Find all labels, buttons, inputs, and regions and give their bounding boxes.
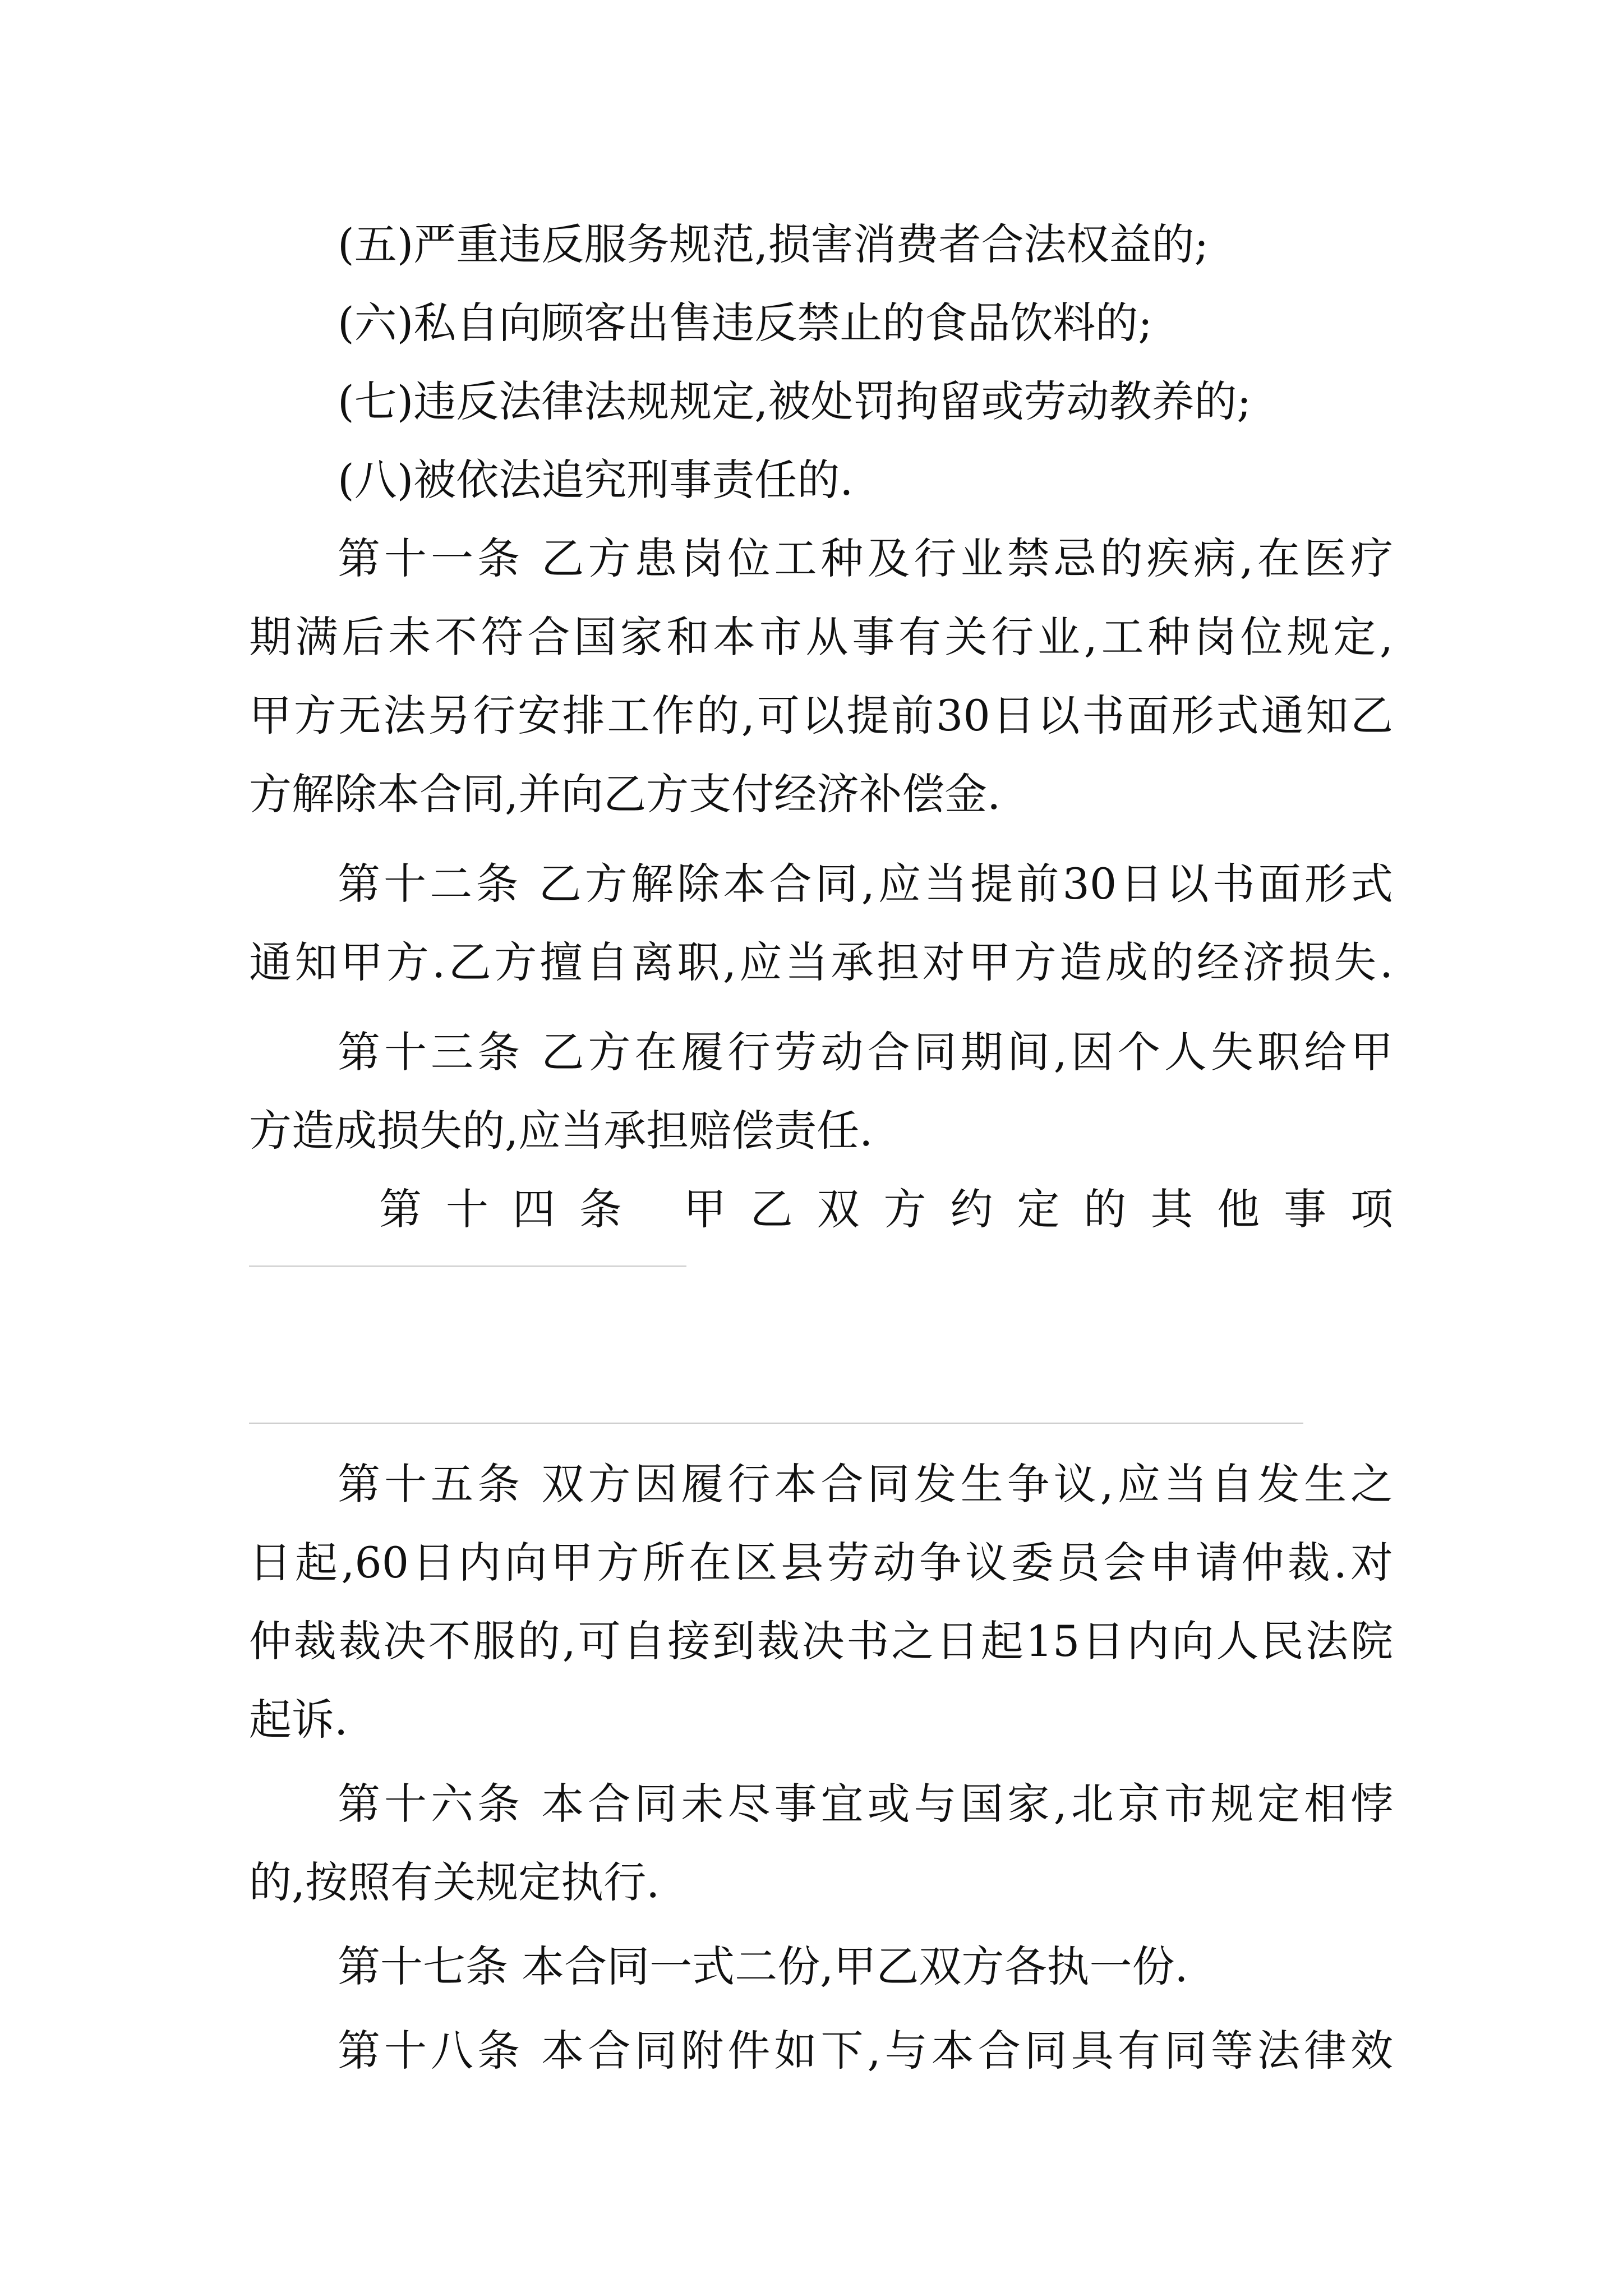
clause-17-line-1: 第十七条 本合同一式二份,甲乙双方各执一份. — [338, 1941, 1188, 1991]
clause-15-line-2: 日起,60日内向甲方所在区县劳动争议委员会申请仲裁.对 — [249, 1538, 1393, 1588]
clause-18-line-1: 第十八条 本合同附件如下,与本合同具有同等法律效 — [338, 2026, 1393, 2076]
clause-11-line-4: 方解除本合同,并向乙方支付经济补偿金. — [249, 769, 1001, 819]
clause-11-line-2: 期满后未不符合国家和本市从事有关行业,工种岗位规定, — [249, 612, 1393, 662]
clause-15-line-1: 第十五条 双方因履行本合同发生争议,应当自发生之 — [338, 1459, 1393, 1509]
clause-15-line-3: 仲裁裁决不服的,可自接到裁决书之日起15日内向人民法院 — [249, 1616, 1393, 1666]
clause-15-line-4: 起诉. — [249, 1695, 348, 1745]
clause-12-line-2: 通知甲方.乙方擅自离职,应当承担对甲方造成的经济损失. — [249, 937, 1393, 987]
blank-fill-line-1 — [249, 1266, 686, 1267]
clause-10-item-6: (六)私自向顾客出售违反禁止的食品饮料的; — [338, 298, 1152, 348]
clause-14-line-1: 第十四条 甲乙双方约定的其他事项 — [379, 1184, 1393, 1234]
clause-16-line-1: 第十六条 本合同未尽事宜或与国家,北京市规定相悖 — [338, 1779, 1393, 1829]
clause-11-line-3: 甲方无法另行安排工作的,可以提前30日以书面形式通知乙 — [249, 691, 1393, 740]
clause-13-line-2: 方造成损失的,应当承担赔偿责任. — [249, 1106, 873, 1156]
clause-12-line-1: 第十二条 乙方解除本合同,应当提前30日以书面形式 — [338, 859, 1393, 909]
clause-13-line-1: 第十三条 乙方在履行劳动合同期间,因个人失职给甲 — [338, 1027, 1393, 1077]
clause-16-line-2: 的,按照有关规定执行. — [249, 1857, 660, 1907]
clause-10-item-8: (八)被依法追究刑事责任的. — [338, 455, 854, 505]
blank-fill-line-2 — [249, 1423, 1303, 1424]
clause-10-item-5: (五)严重违反服务规范,损害消费者合法权益的; — [338, 219, 1209, 269]
clause-10-item-7: (七)违反法律法规规定,被处罚拘留或劳动教养的; — [338, 376, 1252, 426]
clause-11-line-1: 第十一条 乙方患岗位工种及行业禁忌的疾病,在医疗 — [338, 533, 1393, 583]
